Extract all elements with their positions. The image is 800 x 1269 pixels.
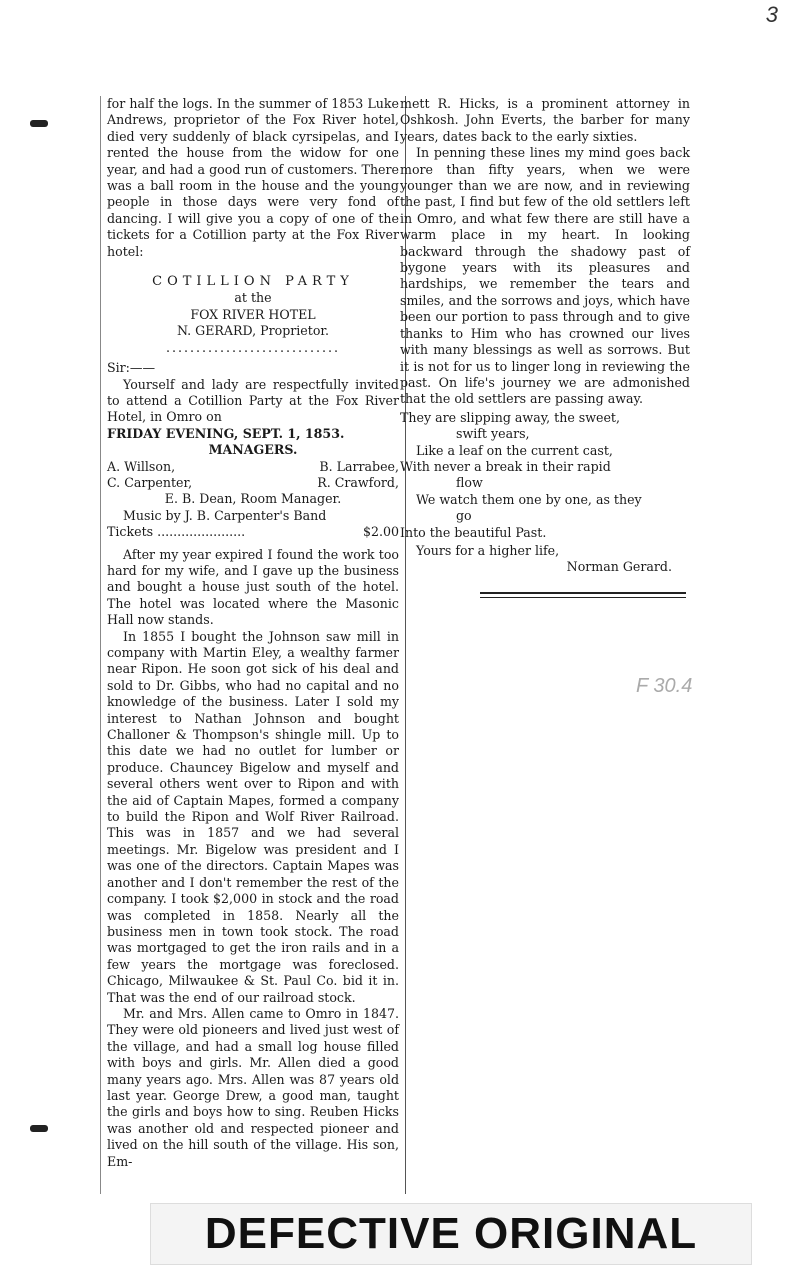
ticket-date: FRIDAY EVENING, SEPT. 1, 1853. <box>107 425 345 441</box>
poem-line: They are slipping away, the sweet, <box>400 409 620 425</box>
archive-stamp: F 30.4 <box>636 675 693 697</box>
managers-row <box>107 475 399 491</box>
ticket-salutation: Sir:—— <box>107 360 156 376</box>
poem <box>400 410 690 541</box>
page-number: 3 <box>765 2 778 27</box>
left-paragraph-4: Mr. and Mrs. Allen came to Omro in 1847. They were old pioneers and lived just west of the village, and had a small log house filled with boys and girls. Mr. Allen died a good many years ago. Mrs. Allen was 87 years old last year. George Drew, a good man, taught the girls and boys how to sing. Reuben Hicks was another old and respected pioneer and lived on the hill south of the village. His son, Em- <box>107 1005 399 1169</box>
ticket-room-manager: E. B. Dean, Room Manager. <box>164 491 342 507</box>
manager-name: B. Larrabee, <box>319 458 399 474</box>
ticket-price-label: Tickets ...................... <box>107 524 246 540</box>
ticket-music: Music by J. B. Carpenter's Band <box>123 507 327 523</box>
margin-mark <box>30 120 48 127</box>
poem-line: flow <box>456 475 483 491</box>
ticket-title: COTILLION PARTY <box>152 274 354 290</box>
ticket-proprietor: N. GERARD, Proprietor. <box>176 323 330 339</box>
right-paragraph-2: In penning these lines my mind goes back more than fifty years, when we were younger than we are now, and in reviewing the past, I find but few of the old settlers left in Omro, and what few there are still have a warm place in my heart. In looking backward through the shadowy past of bygone years with its pleasures and hardships, we remember the tears and smiles, and the sorrows and joys, which have been our portion to pass through and to give thanks to Him who has crowned our lives with many blessings as well as sorrows. But it is not for us to linger long in reviewing the past. On life's journey we are admonished that the old settlers are passing away. <box>400 145 690 407</box>
poem-line: We watch them one by one, as they <box>416 491 642 507</box>
closing-rule <box>480 592 686 594</box>
right-paragraph-1: mett R. Hicks, is a prominent attorney in Oshkosh. John Everts, the barber for many years, dates back to the early sixties. <box>400 96 690 144</box>
poem-line: With never a break in their rapid <box>400 458 611 474</box>
poem-line: Like a leaf on the current cast, <box>416 442 613 458</box>
left-column <box>100 96 406 1194</box>
ticket-invitation: Yourself and lady are respectfully invited to attend a Cotillion Party at the Fox River Hotel, in Omro on <box>107 376 399 425</box>
manager-name: A. Willson, <box>107 458 176 474</box>
closing-line: Yours for a higher life, <box>416 542 560 558</box>
left-paragraph-1: for half the logs. In the summer of 1853 Luke Andrews, proprietor of the Fox River hotel, died very suddenly of black cyrsipelas, and I rented the house from the widow for one year, and had a good run of customers. There was a ball room in the house and the young people in those days were very fond of dancing. I will give you a copy of one of the tickets for a Cotillion party at the Fox River hotel: <box>107 96 399 259</box>
closing-rule <box>480 597 686 598</box>
left-paragraph-2: After my year expired I found the work too hard for my wife, and I gave up the business and bought a house just south of the hotel. The hotel was located where the Masonic Hall now stands. <box>107 546 399 628</box>
poem-line: swift years, <box>456 426 530 442</box>
defective-original-banner: DEFECTIVE ORIGINAL <box>150 1203 752 1265</box>
ticket-dots: ............................. <box>165 339 341 355</box>
ticket-price-row <box>107 524 399 540</box>
right-column <box>400 96 690 576</box>
ticket-managers-heading: MANAGERS. <box>208 442 298 458</box>
cotillion-ticket <box>107 274 399 541</box>
managers-row <box>107 459 399 475</box>
ticket-at-line: at the <box>234 290 272 306</box>
manager-name: R. Crawford, <box>317 474 399 490</box>
left-paragraph-3: In 1855 I bought the Johnson saw mill in company with Martin Eley, a wealthy farmer near Ripon. He soon got sick of his deal and sold to Dr. Gibbs, who had no capital and no knowledge of the business. Later I sold my interest to Nathan Johnson and bought Challoner & Thompson's shingle mill. Up to this date we had no outlet for lumber or produce. Chauncey Bigelow and myself and several others went over to Ripon and with the aid of Captain Mapes, formed a company to build the Ripon and Wolf River Railroad. This was in 1857 and we had several meetings. Mr. Bigelow was president and I was one of the directors. Captain Mapes was another and I don't remember the rest of the company. I took $2,000 in stock and the road was completed in 1858. Nearly all the business men in town took stock. The road was mortgaged to get the iron rails and in a few years the mortgage was foreclosed. Chicago, Milwaukee & St. Paul Co. bid it in. That was the end of our railroad stock. <box>107 628 399 1005</box>
signature: Norman Gerard. <box>566 559 672 575</box>
ticket-hotel: FOX RIVER HOTEL <box>190 306 316 322</box>
manager-name: C. Carpenter, <box>107 474 193 490</box>
ticket-price: $2.00 <box>362 524 399 540</box>
poem-line: Into the beautiful Past. <box>400 524 547 540</box>
poem-line: go <box>456 508 472 524</box>
margin-mark <box>30 1125 48 1132</box>
